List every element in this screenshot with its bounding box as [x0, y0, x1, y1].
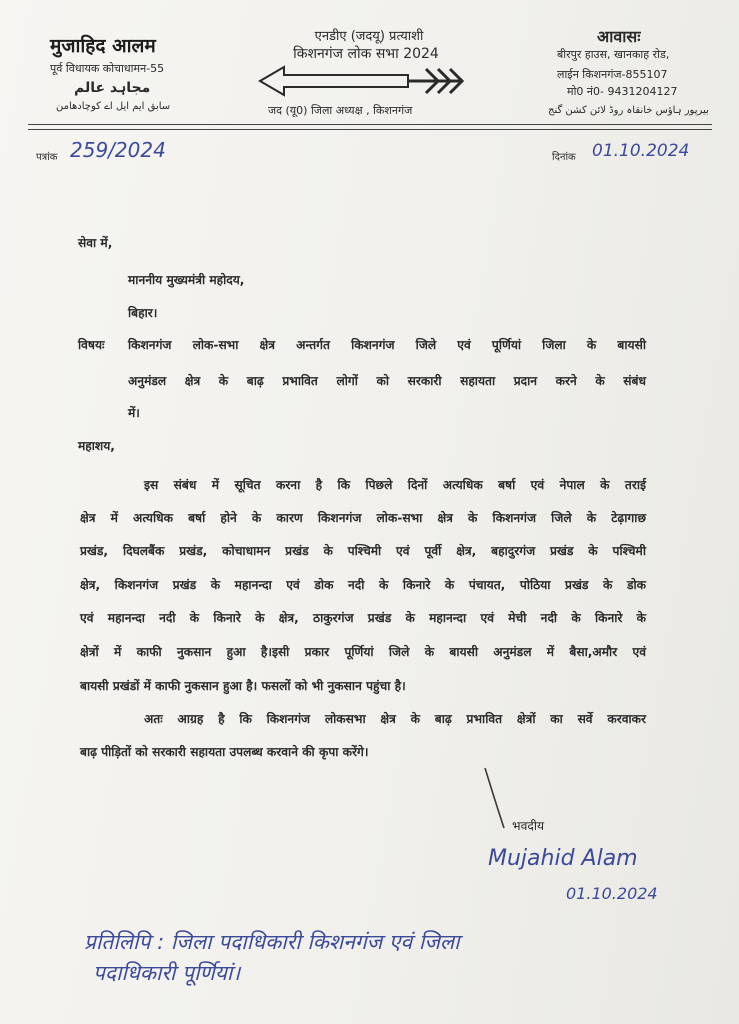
header-rule-top	[28, 124, 712, 125]
residence-line2: लाईन किशनगंज-855107	[557, 68, 668, 81]
subject-line: अनुमंडल क्षेत्र के बाढ़ प्रभावित लोगों को सरकारी सहायता प्रदान करने के संबंध	[128, 374, 646, 388]
copy-to-line2: पदाधिकारी पूर्णियां।	[93, 961, 241, 985]
pen-stroke-icon	[480, 764, 510, 834]
body-line: बायसी प्रखंडों में काफी नुकसान हुआ है। फसलों को भी नुकसान पहुंचा है।	[80, 679, 406, 693]
sender-name: मुजाहिद आलम	[50, 35, 156, 57]
party-post-line: जद (यू0) जिला अध्यक्ष , किशनगंज	[268, 104, 413, 117]
body-line: प्रखंड, दिघलबैंक प्रखंड, कोचाधामन प्रखंड के पश्चिमी एवं पूर्वी क्षेत्र, बहादुरगंज प्रखंड के पश्चिमी	[80, 544, 646, 558]
sender-designation: पूर्व विधायक कोचाधामन-55	[50, 62, 165, 75]
residence-title: आवासः	[597, 27, 641, 46]
recipient: माननीय मुख्यमंत्री महोदय,	[128, 273, 245, 287]
arrow-symbol-icon	[258, 64, 468, 98]
date-value: 01.10.2024	[592, 141, 690, 161]
body-line: एवं महानन्दा नदी के किनारे के क्षेत्र, ठाकुरगंज प्रखंड के महानन्दा एवं मेची नदी के किनारे के	[80, 611, 646, 625]
sender-name-urdu: مجاہد عالم	[74, 80, 151, 96]
subject-label: विषयः	[78, 338, 105, 352]
closing: भवदीय	[512, 819, 545, 833]
alliance-line: एनडीए (जदयू) प्रत्याशी	[314, 29, 424, 44]
residence-urdu: بیرپور ہاؤس خانقاہ روڈ لائن کشن گنج	[548, 105, 709, 116]
reference-label: पत्रांक	[36, 152, 58, 163]
body-line: अतः आग्रह है कि किशनगंज लोकसभा क्षेत्र के बाढ़ प्रभावित क्षेत्रों का सर्वे करवाकर	[144, 712, 646, 726]
body-line: क्षेत्र में अत्यधिक बर्षा होने के कारण किशनगंज लोक-सभा क्षेत्र के किशनगंज जिले के टेढ़ागाछ	[80, 511, 646, 525]
copy-to-line1: प्रतिलिपि : जिला पदाधिकारी किशनगंज एवं जिला	[84, 930, 460, 954]
constituency-line: किशनगंज लोक सभा 2024	[293, 46, 439, 62]
residence-line1: बीरपुर हाउस, खानकाह रोड,	[557, 48, 670, 61]
body-line: क्षेत्रों में काफी नुकसान हुआ है।इसी प्रकार पूर्णियां जिले के बायसी अनुमंडल में बैसा,अमौर एवं	[80, 645, 646, 659]
residence-phone: मो0 नं0- 9431204127	[567, 85, 678, 98]
signature-date: 01.10.2024	[566, 884, 658, 903]
header-rule-bottom	[28, 129, 712, 130]
date-label: दिनांक	[552, 152, 576, 163]
recipient-state: बिहार।	[128, 306, 158, 320]
greeting: महाशय,	[78, 439, 115, 453]
body-line: क्षेत्र, किशनगंज प्रखंड के महानन्दा एवं डोक नदी के किनारे के पंचायत, पोठिया प्रखंड के डोक	[80, 578, 646, 592]
reference-number: 259/2024	[70, 138, 166, 162]
sender-designation-urdu: سابق ایم ایل اے کوچادھامن	[56, 101, 171, 112]
body-line: बाढ़ पीड़ितों को सरकारी सहायता उपलब्ध करवाने की कृपा करेंगे।	[80, 745, 369, 759]
subject-line: किशनगंज लोक-सभा क्षेत्र अन्तर्गत किशनगंज जिले एवं पूर्णियां जिला के बायसी	[128, 338, 646, 352]
signature: Mujahid Alam	[488, 846, 638, 871]
subject-line: में।	[128, 406, 140, 420]
body-line: इस संबंध में सूचित करना है कि पिछले दिनों अत्यधिक बर्षा एवं नेपाल के तराई	[144, 478, 646, 492]
salutation-to: सेवा में,	[78, 236, 113, 250]
